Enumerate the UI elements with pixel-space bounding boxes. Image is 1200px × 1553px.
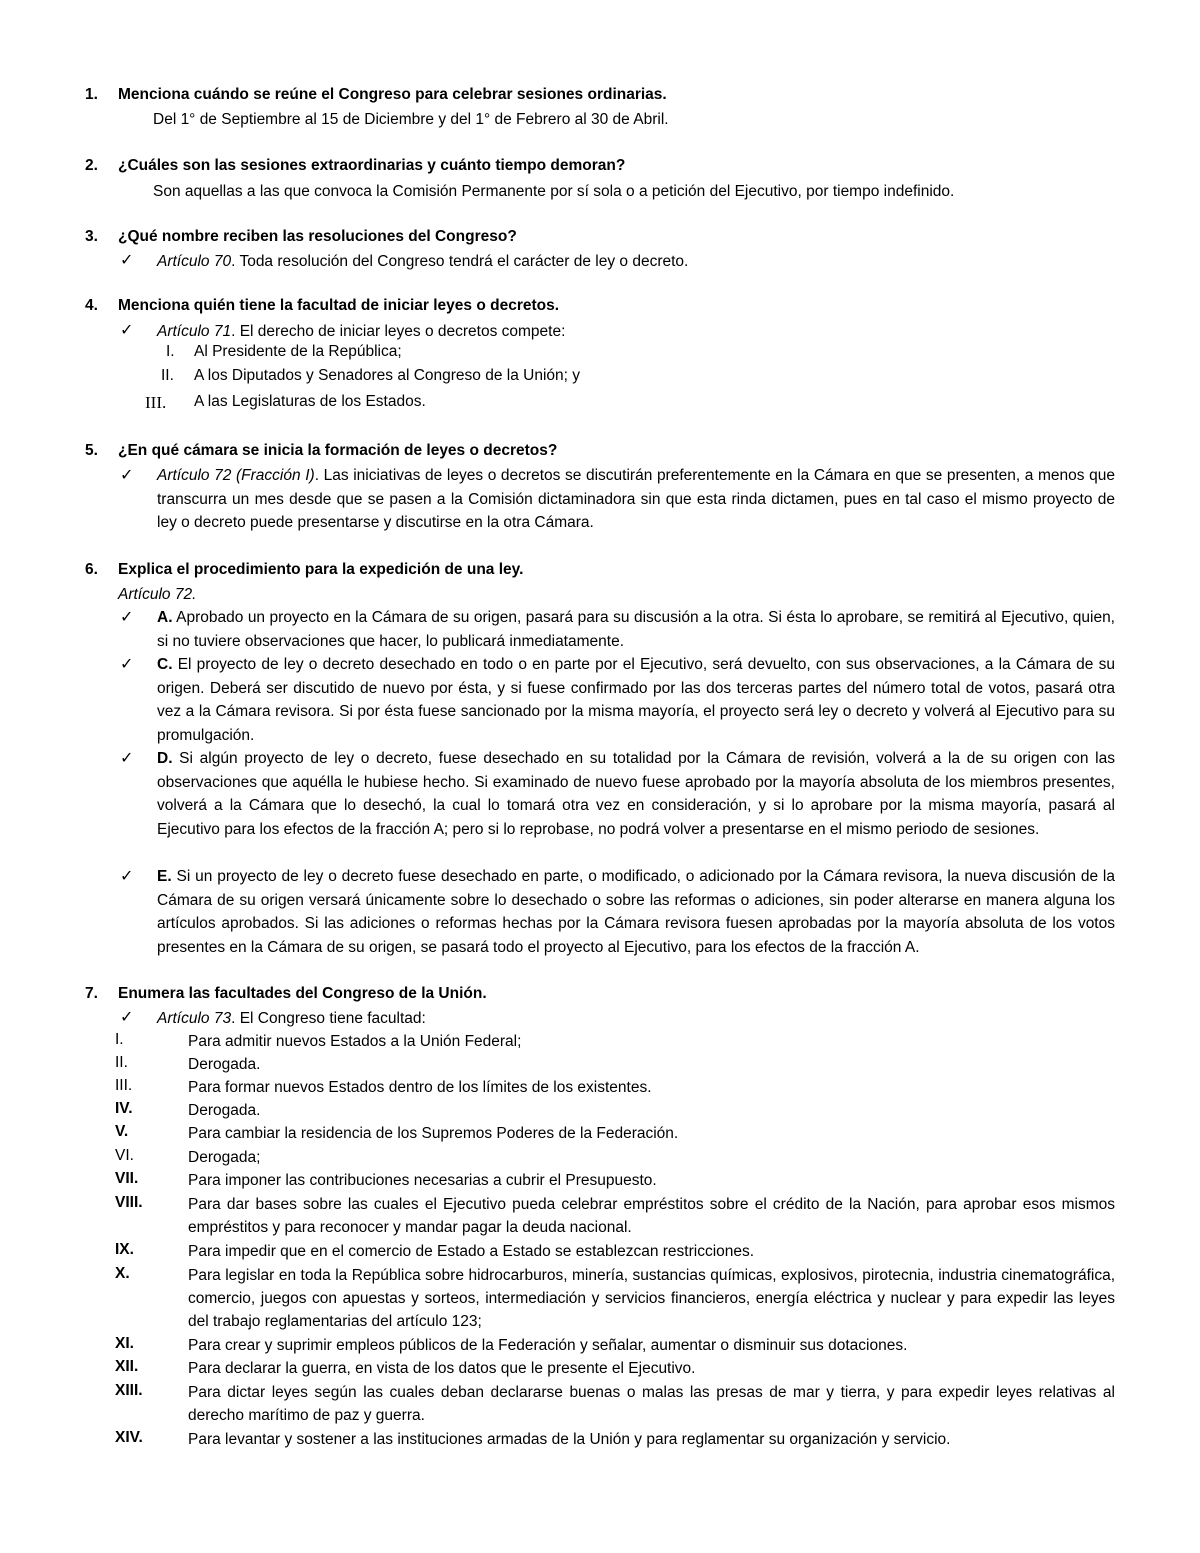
faculty-number: X. [115, 1265, 130, 1282]
question-text: Enumera las facultades del Congreso de la Unión. [118, 985, 487, 1002]
answer-text: Del 1° de Septiembre al 15 de Diciembre y del 1° de Febrero al 30 de Abril. [153, 111, 669, 128]
faculty-text: Para cambiar la residencia de los Supremos Poderes de la Federación. [188, 1125, 679, 1142]
answer-line [157, 320, 565, 343]
faculty-number: II. [115, 1054, 128, 1071]
faculty-number: XI. [115, 1335, 134, 1352]
item-letter: D. [157, 750, 173, 767]
question-text: ¿En qué cámara se inicia la formación de leyes o decretos? [118, 442, 558, 459]
faculty-text: Para crear y suprimir empleos públicos de la Federación y señalar, aumentar o disminuir sus dotaciones. [188, 1337, 908, 1354]
question-number: 4. [85, 297, 98, 314]
article-ref: Artículo 71 [157, 323, 232, 340]
faculty-text: Para formar nuevos Estados dentro de los límites de los existentes. [188, 1079, 652, 1096]
checkmark-icon: ✓ [120, 656, 134, 673]
answer-line [157, 250, 688, 273]
faculty-number: XIII. [115, 1382, 143, 1399]
answer-text: . Toda resolución del Congreso tendrá el carácter de ley o decreto. [231, 253, 689, 270]
faculty-number: VI. [115, 1147, 134, 1164]
question-number: 3. [85, 228, 98, 245]
answer-line [157, 1007, 426, 1030]
checkmark-icon: ✓ [120, 322, 134, 339]
answer-text: . El derecho de iniciar leyes o decretos compete: [231, 323, 566, 340]
faculty-text: Para imponer las contribuciones necesarias a cubrir el Presupuesto. [188, 1172, 657, 1189]
list-item-text: Al Presidente de la República; [194, 343, 402, 360]
faculty-number: III. [115, 1077, 133, 1094]
answer-text: . Las iniciativas de leyes o decretos se discutirán preferentemente en la Cámara en que se presenten, a menos que transcurra un mes desde que se pasen a la Comisión dictaminadora sin que esta rinda dictamen, pues en tal caso el mismo proyecto de ley o decreto puede presentarse y discutirse en la otra Cámara. [157, 467, 1115, 531]
faculty-text: Derogada. [188, 1102, 261, 1119]
answer-text: Son aquellas a las que convoca la Comisión Permanente por sí sola o a petición del Ejecutivo, por tiempo indefinido. [153, 183, 955, 200]
item-text: Si un proyecto de ley o decreto fuese desechado en parte, o modificado, o adicionado por la Cámara revisora, la nueva discusión de la Cámara de su origen versará únicamente sobre lo desechado o sobre las reformas o adiciones, sin poder alterarse en manera alguna los artículos aprobados. Si las adiciones o reformas hechas por la Cámara revisora fuesen aprobadas por la mayoría absoluta de los votos presentes en la Cámara de su origen, se pasará todo el proyecto al Ejecutivo, para los efectos de la fracción A. [157, 868, 1115, 956]
question-number: 5. [85, 442, 98, 459]
question-text: Menciona quién tiene la facultad de iniciar leyes o decretos. [118, 297, 560, 314]
article-ref: Artículo 73 [157, 1010, 232, 1027]
list-item-text: A las Legislaturas de los Estados. [194, 393, 426, 410]
answer-text: . El Congreso tiene facultad: [231, 1010, 426, 1027]
checkmark-icon: ✓ [120, 1009, 134, 1026]
checkmark-icon: ✓ [120, 868, 134, 885]
article-ref: Artículo 70 [157, 253, 232, 270]
faculty-text: Para declarar la guerra, en vista de los datos que le presente el Ejecutivo. [188, 1360, 696, 1377]
procedure-item-a [157, 606, 1115, 653]
checkmark-icon: ✓ [120, 467, 134, 484]
item-letter: E. [157, 868, 172, 885]
item-text: El proyecto de ley o decreto desechado en todo o en parte por el Ejecutivo, será devuelto, con sus observaciones, a la Cámara de su origen. Deberá ser discutido de nuevo por ésta, y si fuese confirmado por las dos terceras partes del número total de votos, pasará otra vez a la Cámara revisora. Si por ésta fuese sancionado por la misma mayoría, el proyecto será ley o decreto y volverá al Ejecutivo para su promulgación. [157, 656, 1115, 744]
faculty-text: Derogada. [188, 1056, 261, 1073]
question-text: ¿Cuáles son las sesiones extraordinarias y cuánto tiempo demoran? [118, 157, 626, 174]
item-text: Aprobado un proyecto en la Cámara de su origen, pasará para su discusión a la otra. Si ésta lo aprobare, se remitirá al Ejecutivo, quien, si no tuviere observaciones que hacer, lo publicará inmediatamente. [157, 609, 1115, 650]
article-ref: Artículo 72. [118, 586, 197, 603]
faculty-text: Para admitir nuevos Estados a la Unión Federal; [188, 1033, 522, 1050]
faculty-number: IX. [115, 1241, 134, 1258]
faculty-text: Derogada; [188, 1149, 261, 1166]
list-item-number: I. [166, 343, 175, 360]
faculty-number: VIII. [115, 1194, 143, 1211]
faculty-number: IV. [115, 1100, 133, 1117]
question-text: Explica el procedimiento para la expedición de una ley. [118, 561, 524, 578]
procedure-item-d [157, 747, 1115, 841]
answer-paragraph [157, 464, 1115, 535]
faculty-number: VII. [115, 1170, 139, 1187]
question-number: 2. [85, 157, 98, 174]
list-item-text: A los Diputados y Senadores al Congreso de la Unión; y [194, 367, 581, 384]
faculty-text: Para dictar leyes según las cuales deban declararse buenas o malas las presas de mar y tierra, y para expedir leyes relativas al derecho marítimo de paz y guerra. [188, 1384, 1115, 1424]
faculty-text: Para legislar en toda la República sobre hidrocarburos, minería, sustancias químicas, explosivos, pirotecnia, industria cinematográfica, comercio, juegos con apuestas y sorteos, intermediación y servicios financieros, energía eléctrica y nuclear y para expedir las leyes del trabajo reglamentarias del artículo 123; [188, 1267, 1115, 1330]
question-text: Menciona cuándo se reúne el Congreso para celebrar sesiones ordinarias. [118, 86, 667, 103]
item-letter: C. [157, 656, 173, 673]
faculty-text: Para impedir que en el comercio de Estado a Estado se establezcan restricciones. [188, 1243, 755, 1260]
list-item-number: III. [145, 393, 167, 412]
question-number: 6. [85, 561, 98, 578]
faculty-number: V. [115, 1123, 129, 1140]
checkmark-icon: ✓ [120, 609, 134, 626]
item-text: Si algún proyecto de ley o decreto, fuese desechado en su totalidad por la Cámara de revisión, volverá a la de su origen con las observaciones que aquélla le hubiese hecho. Si examinado de nuevo fuese aprobado por la mayoría absoluta de los miembros presentes, volverá a la Cámara que lo desechó, la cual lo tomará otra vez en consideración, y si lo aprobare por la misma mayoría, pasará al Ejecutivo para los efectos de la fracción A; pero si lo reprobase, no podrá volver a presentarse en el mismo periodo de sesiones. [157, 750, 1115, 838]
faculty-number: XII. [115, 1358, 139, 1375]
question-number: 1. [85, 86, 98, 103]
question-number: 7. [85, 985, 98, 1002]
procedure-item-c [157, 653, 1115, 747]
list-item-number: II. [161, 367, 174, 384]
checkmark-icon: ✓ [120, 750, 134, 767]
item-letter: A. [157, 609, 173, 626]
procedure-item-e [157, 865, 1115, 959]
faculty-number: XIV. [115, 1429, 143, 1446]
article-ref: Artículo 72 (Fracción I) [157, 467, 315, 484]
checkmark-icon: ✓ [120, 252, 134, 269]
faculty-text: Para levantar y sostener a las instituciones armadas de la Unión y para reglamentar su organización y servicio. [188, 1431, 951, 1448]
faculty-text: Para dar bases sobre las cuales el Ejecutivo pueda celebrar empréstitos sobre el crédito de la Nación, para aprobar esos mismos empréstitos y para reconocer y mandar pagar la deuda nacional. [188, 1196, 1115, 1236]
faculty-number: I. [115, 1031, 124, 1048]
question-text: ¿Qué nombre reciben las resoluciones del Congreso? [118, 228, 517, 245]
